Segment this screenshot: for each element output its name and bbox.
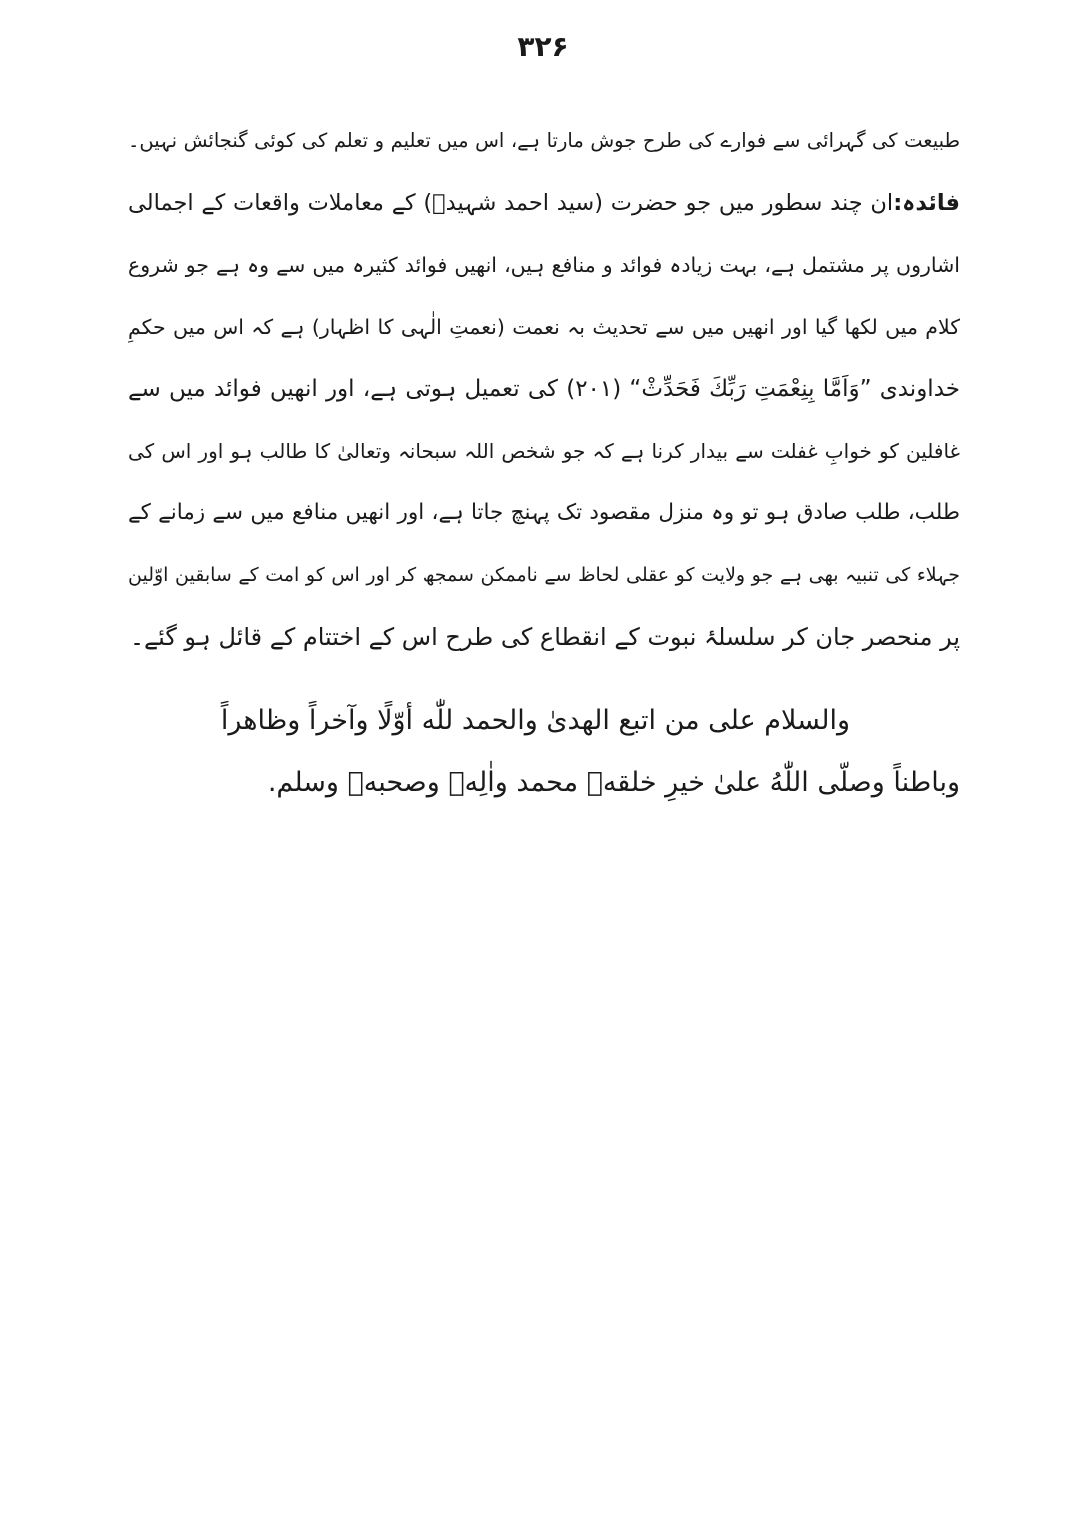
text-line: اشاروں پر مشتمل ہے، بہت زیادہ فوائد و منافع ہیں، انھیں فوائد کثیرہ میں سے وہ ہے جو شروع — [128, 253, 960, 277]
benefit-label: فائدہ: — [893, 190, 960, 216]
text-line: طبیعت کی گہرائی سے فوارے کی طرح جوش مارتا ہے، اس میں تعلیم و تعلم کی کوئی گنجائش نہیں۔ — [128, 129, 960, 152]
text-line: پر منحصر جان کر سلسلۂ نبوت کے انقطاع کی طرح اس کے اختتام کے قائل ہو گئے۔ — [129, 623, 960, 651]
main-text-block — [128, 110, 960, 668]
text-line: خداوندی ”وَاَمَّا بِنِعْمَتِ رَبِّكَ فَحَدِّثْ“ (۲۰۱) کی تعمیل ہوتی ہے، اور انھیں فوائد میں سے — [128, 376, 960, 402]
text-line: جہلاء کی تنبیہ بھی ہے جو ولایت کو عقلی لحاظ سے ناممکن سمجھ کر اور اس کو امت کے سابقین اوّلین — [128, 564, 960, 586]
closing-line: وباطناً وصلّی اللّٰهُ علیٰ خیرِ خلقهٖ محمد واٰلِهٖ وصحبهٖ وسلم. — [267, 767, 960, 798]
text-line: طلب، طلب صادق ہو تو وہ منزل مقصود تک پہنچ جاتا ہے، اور انھیں منافع میں سے زمانے کے — [128, 500, 960, 525]
text-segment: ان چند سطور میں جو حضرت (سید احمد شہیدؒ) کے معاملات واقعات کے اجمالی — [128, 190, 894, 216]
text-line: کلام میں لکھا گیا اور انھیں میں سے تحدیث بہ نعمت (نعمتِ الٰہی کا اظہار) ہے کہ اس میں حکمِ — [128, 315, 960, 339]
text-line: غافلین کو خوابِ غفلت سے بیدار کرنا ہے کہ جو شخص اللہ سبحانہ وتعالیٰ کا طالب ہو اور اس کی — [128, 439, 960, 463]
page-number: ۳۲۶ — [517, 30, 569, 63]
closing-line: والسلام علی من اتبع الهدیٰ والحمد للّٰه أوّلًا وآخراً وظاهراً — [220, 705, 850, 736]
text-line — [128, 172, 960, 234]
closing-supplication — [128, 690, 960, 814]
